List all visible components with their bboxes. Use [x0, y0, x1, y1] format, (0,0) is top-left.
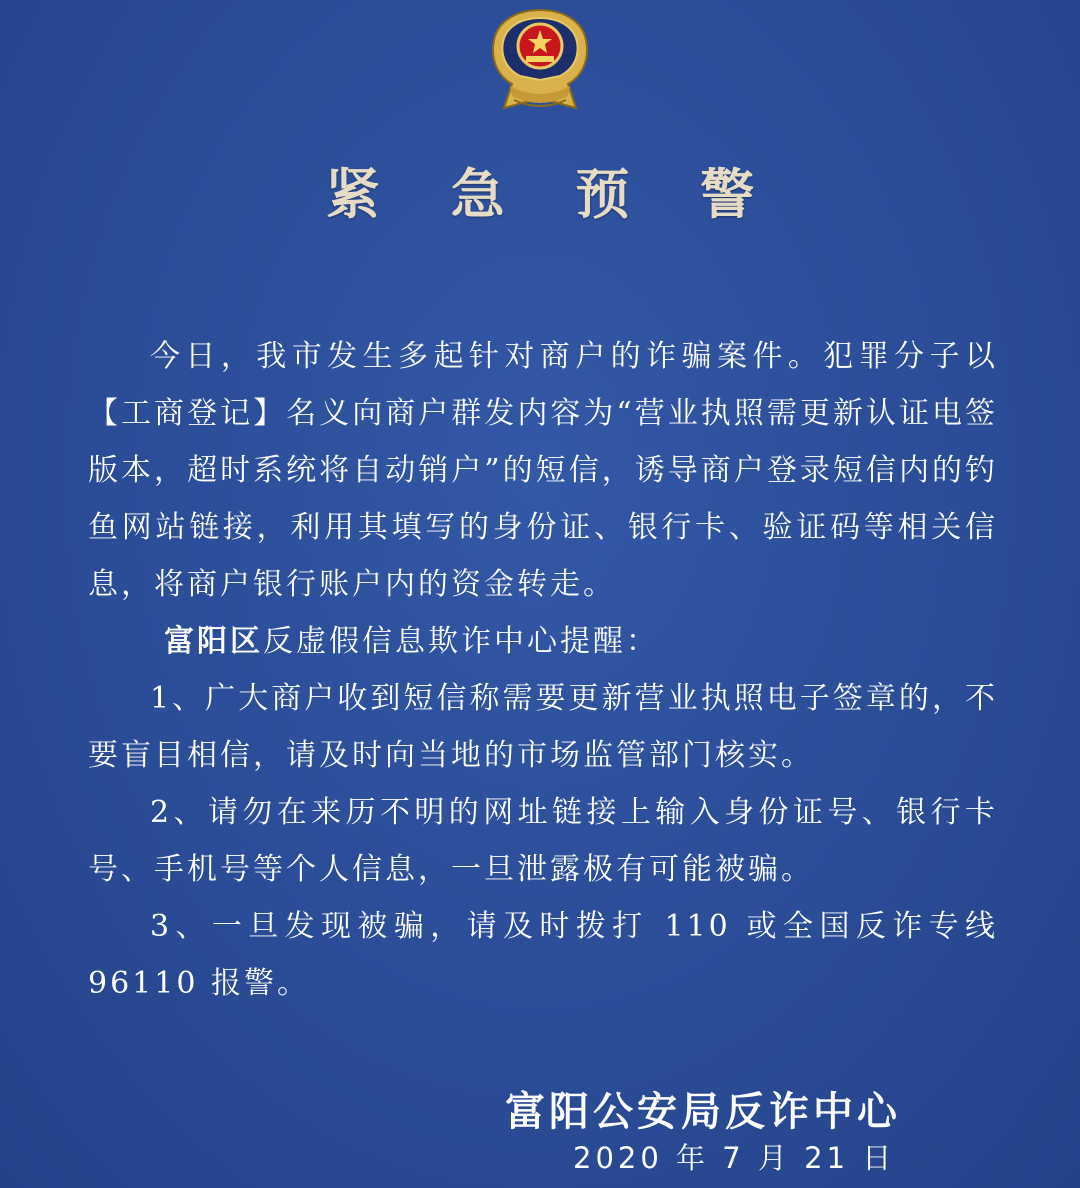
signature: 富阳公安局反诈中心 [505, 1088, 901, 1135]
reminder-item-3: 3、一旦发现被骗，请及时拨打 110 或全国反诈专线 96110 报警。 [88, 909, 998, 1001]
reminder-item-1: 1、广大商户收到短信称需要更新营业执照电子签章的，不要盲目相信，请及时向当地的市场监管部门核实。 [88, 681, 998, 773]
alert-title: 紧 急 预 警 [325, 163, 781, 226]
notice-paragraph: 今日，我市发生多起针对商户的诈骗案件。犯罪分子以【工商登记】名义向商户群发内容为“营业执照需更新认证电签版本，超时系统将自动销户”的短信，诱导商户登录短信内的钓鱼网站链接，利用其填写的身份证、银行卡、验证码等相关信息，将商户银行账户内的资金转走。 [88, 339, 998, 602]
issue-date: 2020 年 7 月 21 日 [573, 1141, 896, 1175]
notice-body [88, 328, 998, 1012]
police-emblem-icon [484, 6, 596, 116]
reminder-item-2: 2、请勿在来历不明的网址链接上输入身份证号、银行卡号、手机号等个人信息，一旦泄露极有可能被骗。 [88, 795, 998, 887]
reminder-rest: 反虚假信息欺诈中心提醒： [263, 624, 659, 659]
reminder-heading [88, 613, 998, 670]
reminder-org: 富阳区 [164, 624, 263, 659]
